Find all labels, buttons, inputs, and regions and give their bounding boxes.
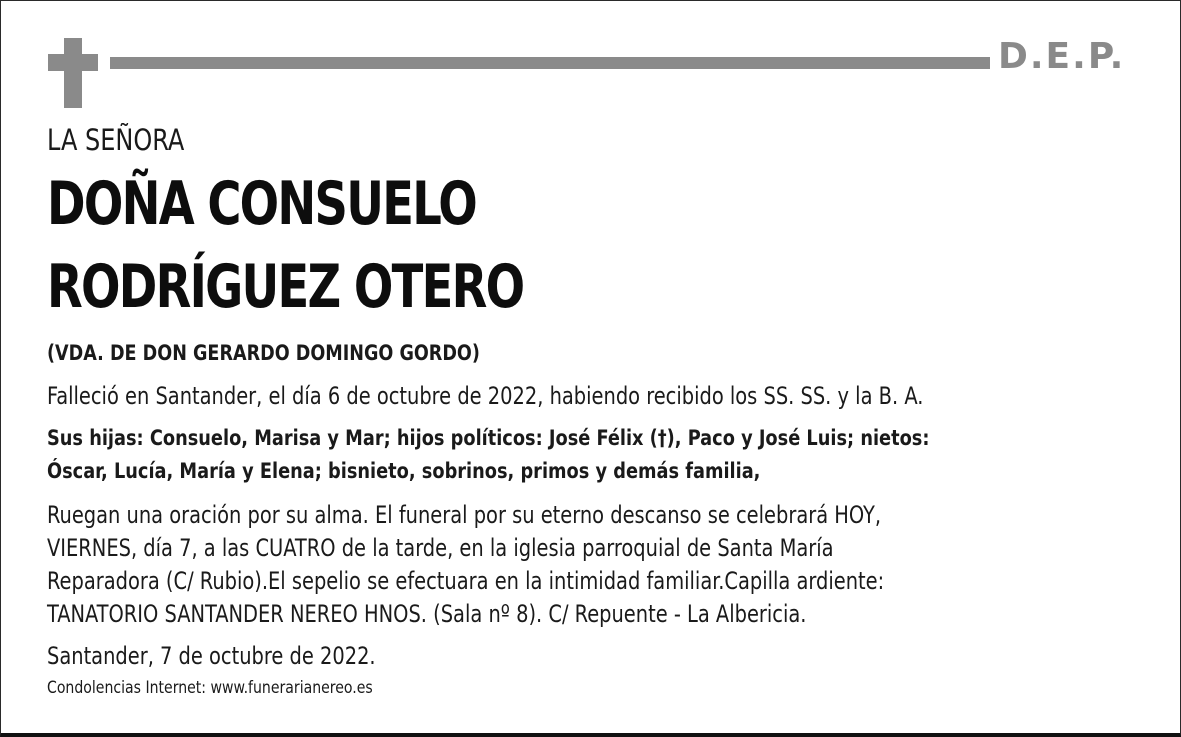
family-line-1: Sus hijas: Consuelo, Marisa y Mar; hijos políticos: José Félix (†), Paco y José Luis; nietos: (47, 426, 930, 450)
family-line-2: Óscar, Lucía, María y Elena; bisnieto, sobrinos, primos y demás familia, (47, 459, 761, 483)
funeral-request-line-1: Ruegan una oración por su alma. El funeral por su eterno descanso se celebrará HOY, (47, 501, 882, 529)
deceased-name-line-1: DOÑA CONSUELO (47, 169, 476, 239)
funeral-request-line-2: VIERNES, día 7, a las CUATRO de la tarde, en la iglesia parroquial de Santa María (47, 534, 834, 562)
dep-label: D.E.P. (998, 36, 1126, 77)
funeral-request-line-4: TANATORIO SANTANDER NEREO HNOS. (Sala nº 8). C/ Repuente - La Albericia. (47, 600, 807, 628)
intro-label: LA SEÑORA (47, 123, 185, 157)
cross-vertical-bar (64, 38, 82, 108)
place-date-line: Santander, 7 de octubre de 2022. (47, 642, 376, 670)
funeral-request-line-3: Reparadora (C/ Rubio).El sepelio se efectuara en la intimidad familiar.Capilla ardiente: (47, 567, 885, 595)
deceased-name-line-2: RODRÍGUEZ OTERO (47, 252, 524, 322)
death-announcement: Falleció en Santander, el día 6 de octubre de 2022, habiendo recibido los SS. SS. y la B. A. (47, 382, 924, 410)
header-rule (110, 57, 990, 69)
condolences-line: Condolencias Internet: www.funerarianereo.es (47, 678, 373, 698)
cross-horizontal-bar (48, 54, 98, 71)
widow-of-line: (VDA. DE DON GERARDO DOMINGO GORDO) (47, 341, 480, 365)
